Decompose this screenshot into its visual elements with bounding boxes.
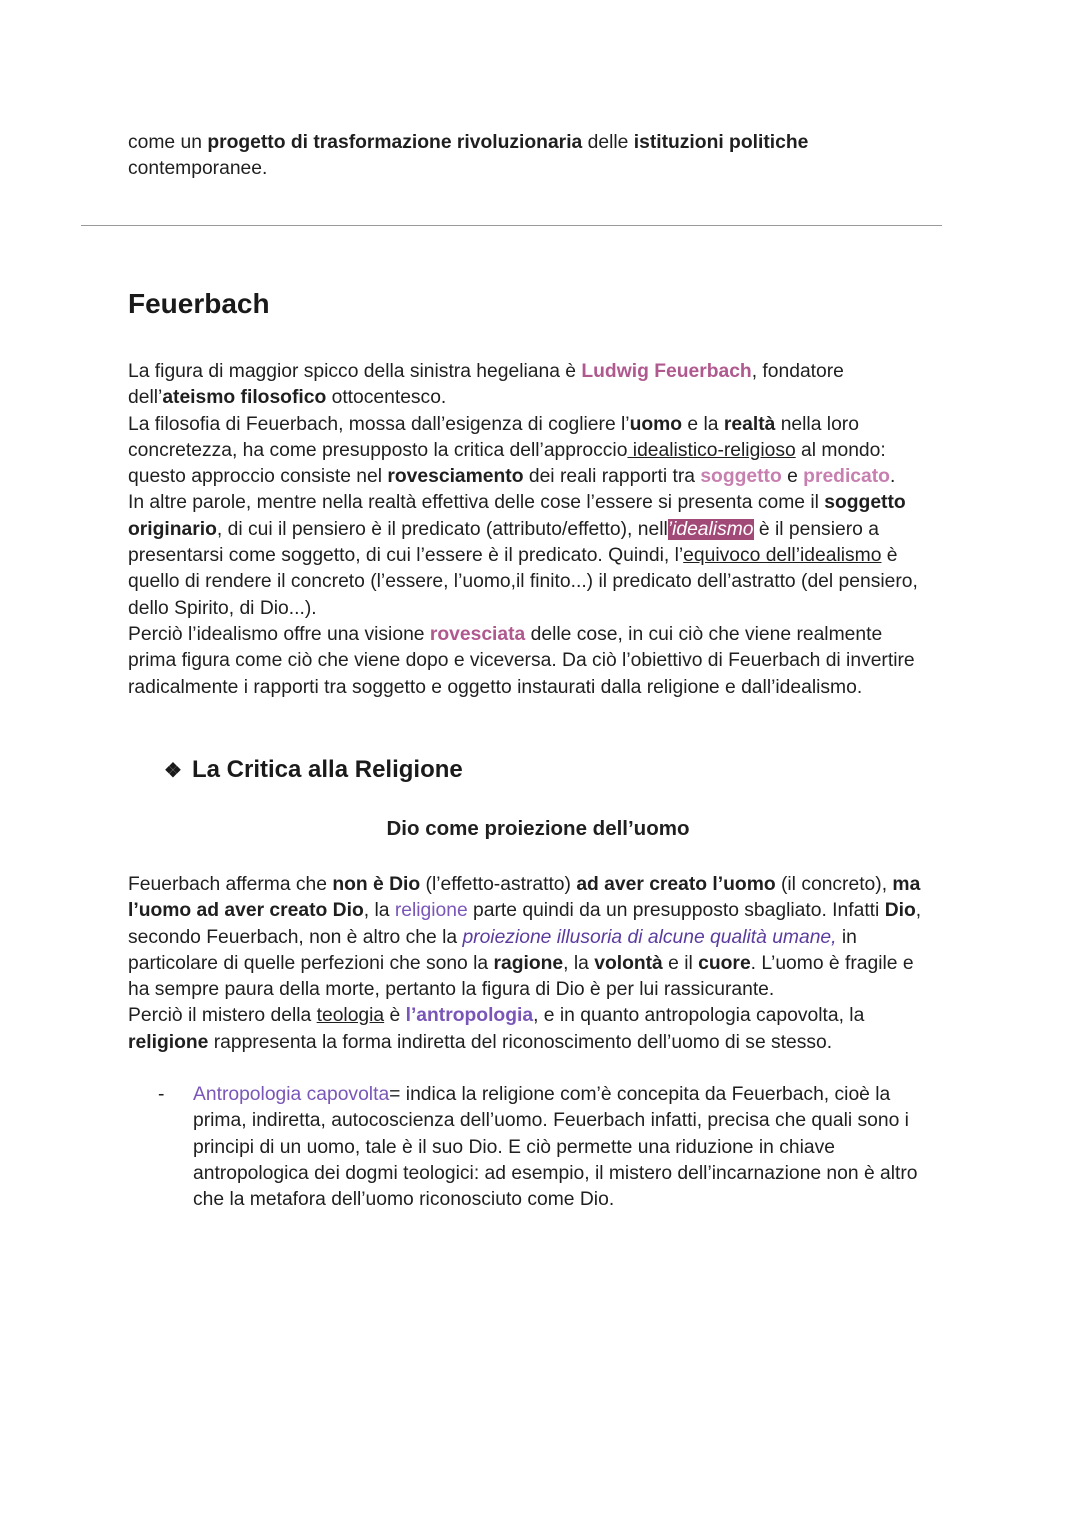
paragraph-religion: Feuerbach afferma che non è Dio (l’effetto-astratto) ad aver creato l’uomo (il concreto), ma l’uomo ad aver creato Dio, la religione parte quindi da un presupposto sbagliato. Infatti Dio, secondo Feuerbach, non è altro che la proiezione illusoria di alcune qualità umane, in particolare di quelle perfezioni che sono la ragione, la volontà e il cuore. L’uomo è fragile e ha sempre paura della morte, pertanto la figura di Dio è per lui rassicurante. Perciò il mistero della teologia è l’antropologia, e in quanto antropologia capovolta, la religione rappresenta la forma indiretta del riconoscimento dell’uomo di se stesso.: [128, 874, 922, 1053]
text: come un: [128, 132, 208, 153]
centered-heading: Dio come proiezione dell’uomo: [386, 817, 690, 840]
list-dash: -: [158, 1084, 165, 1105]
bold-text: istituzioni politiche: [633, 132, 809, 153]
subsection-title: La Critica alla Religione: [192, 756, 463, 783]
horizontal-divider: [81, 225, 942, 226]
diamond-bullet-icon: ❖: [164, 760, 182, 782]
text: contemporanee.: [128, 158, 268, 180]
section-title: Feuerbach: [128, 288, 270, 319]
subsection-heading: [164, 756, 463, 784]
paragraph-feuerbach-intro: La figura di maggior spicco della sinistra hegeliana è Ludwig Feuerbach, fondatore dell’ateismo filosofico ottocentesco. La filosofia di Feuerbach, mossa dall’esigenza di cogliere l’uomo e la realtà nella loro concretezza, ha come presupposto la critica dell’approccio idealistico-religioso al mondo: questo approccio consiste nel rovesciamento dei reali rapporti tra soggetto e predicato. In altre parole, mentre nella realtà effettiva delle cose l’essere si presenta come il soggetto originario, di cui il pensiero è il predicato (attributo/effetto), nell’idealismo è il pensiero a presentarsi come soggetto, di cui l’essere è il predicato. Quindi, l’equivoco dell’idealismo è quello di rendere il concreto (l’essere, l’uomo,il finito...) il predicato dell’astratto (del pensiero, dello Spirito, di Dio...). Perciò l’idealismo offre una visione rovesciata delle cose, in cui ciò che viene realmente prima figura come ciò che viene dopo e viceversa. Da ciò l’obiettivo di Feuerbach di invertire radicalmente i rapporti tra soggetto e oggetto instaurati dalla religione e dall’idealismo.: [128, 361, 918, 698]
highlighted-word: ’idealismo: [667, 518, 754, 540]
list-term: Antropologia capovolta: [193, 1084, 390, 1105]
list-item: Antropologia capovolta= indica la religione com’è concepita da Feuerbach, cioè la prima, indiretta, autocoscienza dell’uomo. Feuerbach infatti, precisa che quali sono i principi di un uomo, tale è il suo Dio. E ciò permette una riduzione in chiave antropologica dei dogmi teologici: ad esempio, il mistero dell’incarnazione non è altro che la metafora dell’uomo riconosciuto come Dio.: [193, 1084, 918, 1211]
intro-paragraph: [128, 130, 958, 183]
text: delle: [582, 132, 634, 153]
bold-text: progetto di trasformazione rivoluzionaria: [207, 132, 583, 153]
highlight-name: Ludwig Feuerbach: [581, 361, 752, 382]
